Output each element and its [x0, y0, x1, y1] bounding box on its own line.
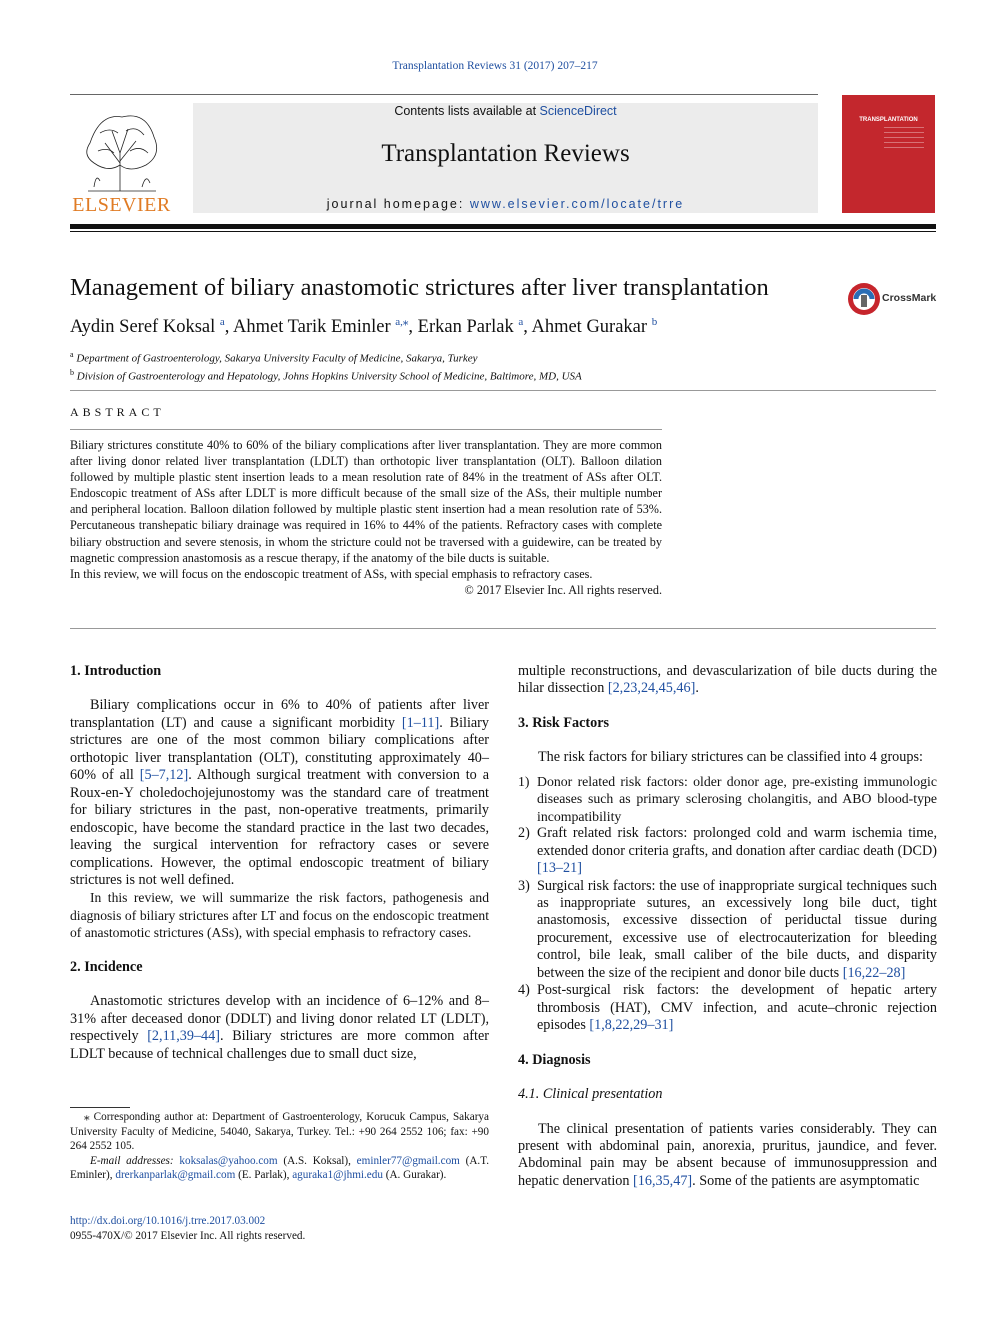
- author-name[interactable]: Ahmet Tarik Eminler: [233, 317, 391, 338]
- text-run: . Biliary strictures are one of the most common biliary complications after orthotopic liver transplantation (OLT), constituting approximately 40–60% of all: [70, 714, 490, 784]
- list-number: 3): [518, 877, 530, 894]
- doi-block: [70, 1214, 305, 1243]
- affiliation-text: Department of Gastroenterology, Sakarya University Faculty of Medicine, Sakarya, Turkey: [76, 352, 478, 365]
- email-owner: (E. Parlak),: [235, 1169, 293, 1181]
- citation-link[interactable]: [16,35,47]: [633, 1172, 693, 1189]
- body-paragraph: [70, 697, 489, 889]
- author-affil-marker[interactable]: b: [651, 316, 658, 328]
- list-text: Surgical risk factors: the use of inappropriate surgical techniques such as inappropriate sutures, an excessively long bile duct, tight anastomosis, excessive dissection of periductal tissue during procurement, excessive use of electrocauterization for bleeding control, bile leak, small caliber of the bile ducts, and disparity between the size of the recipient and donor bile ducts: [537, 877, 937, 981]
- author-name[interactable]: Erkan Parlak: [417, 317, 514, 338]
- body-paragraph: In this review, we will summarize the risk factors, pathogenesis and diagnosis of biliary strictures after LT and focus on the endoscopic treatment of anastomotic strictures (ASs), with special emphasis to refractory cases.: [70, 890, 489, 941]
- citation-link[interactable]: [2,23,24,45,46]: [607, 680, 696, 697]
- section-heading: 2. Incidence: [70, 958, 143, 975]
- affiliation: [70, 348, 582, 366]
- author-list: Aydin Seref Koksal $^a$, Ahmet Tarik Eminler $^{a,⁎}$, Erkan Parlak $^a$, Ahmet Gurakar $^b$: [70, 316, 658, 338]
- contents-prefix: Contents lists available at: [394, 104, 540, 118]
- corresponding-author-note: ⁎ Corresponding author at: Department of Gastroenterology, Korucuk Campus, Sakarya University Faculty of Medicine, 54040, Sakarya, Turkey. Tel.: +90 264 2552 106; fax: +90 264 2552 105.: [70, 1111, 489, 1152]
- email-link[interactable]: aguraka1@jhmi.edu: [292, 1169, 383, 1181]
- homepage-prefix: journal homepage:: [326, 197, 470, 211]
- abstract-paragraph: In this review, we will focus on the endoscopic treatment of ASs, with special emphasis to refractory cases.: [70, 566, 593, 581]
- header-thin-rule: [70, 231, 936, 232]
- elsevier-wordmark: ELSEVIER: [72, 194, 171, 216]
- footnote: [70, 1110, 489, 1183]
- email-owner: (A. Gurakar).: [382, 1169, 447, 1181]
- email-link[interactable]: eminler77@gmail.com: [356, 1154, 460, 1167]
- abstract-body: [70, 437, 662, 598]
- list-text: Graft related risk factors: prolonged cold and warm ischemia time, extended donor criteria grafts, and donation after cardiac death (DCD): [537, 825, 937, 859]
- author-name[interactable]: Aydin Seref Koksal: [70, 317, 216, 338]
- citation-link[interactable]: [2,11,39–44]: [147, 1028, 220, 1045]
- email-label: E-mail addresses:: [90, 1154, 180, 1167]
- text-run: . Biliary strictures are more common after LDLT because of technical challenges due to small duct size,: [70, 1028, 489, 1062]
- affiliation-text: Division of Gastroenterology and Hepatology, Johns Hopkins University School of Medicine, Baltimore, MD, USA: [76, 370, 582, 383]
- author-affil-marker[interactable]: a,⁎: [395, 316, 409, 328]
- affiliations: [70, 348, 582, 383]
- list-item: [518, 878, 937, 983]
- body-paragraph: multiple reconstructions, and devascularization of bile ducts during the hilar dissection [2,23,24,45,46].: [518, 663, 937, 697]
- email-link[interactable]: koksalas@yahoo.com: [179, 1154, 278, 1167]
- doi-link[interactable]: http://dx.doi.org/10.1016/j.trre.2017.03.002: [70, 1215, 266, 1227]
- contents-available: [193, 104, 818, 118]
- author-name[interactable]: Ahmet Gurakar: [531, 317, 648, 338]
- cover-decoration: [884, 127, 924, 152]
- list-item: [518, 773, 937, 825]
- journal-homepage: [193, 197, 818, 211]
- footnote-rule: [70, 1107, 130, 1108]
- journal-cover-thumbnail[interactable]: [842, 95, 935, 213]
- text-run: Biliary complications occur in 6% to 40% of patients after liver transplantation (LT) and cause a significant morbidity: [70, 697, 489, 731]
- citation-link[interactable]: [16,22–28]: [842, 964, 906, 981]
- text-run: multiple reconstructions, and devascularization of bile ducts during the hilar dissection: [518, 663, 937, 697]
- citation-link[interactable]: [1,8,22,29–31]: [589, 1017, 674, 1034]
- abstract-paragraph: Biliary strictures constitute 40% to 60% of the biliary complications after liver transplantation. They are more common after living donor related liver transplantation (LDLT) than orthotopic liver transplantation (OLT). Balloon dilation followed by multiple plastic stent insertion leads to a mean resolution rate of 84% in the treatment of ASs after OLT. Endoscopic treatment of ASs after LDLT is more difficult because of the small size of the ASs, their multiple number and peripheral location. Balloon dilation followed by multiple plastic stent insertion had a mean resolution rate of 53%. Percutaneous transhepatic biliary drainage was required in 16% to 44% of the patients. Refractory cases with complete biliary obstruction and severe stenosis, in whom the stricture could not be traversed with a guidewire, can be treated by magnetic compression anastomosis as a rescue therapy, if the anatomy of the bile ducts is suitable.: [70, 438, 662, 565]
- text-run: . Some of the patients are asymptomatic: [692, 1172, 920, 1189]
- affiliation-marker: b: [70, 367, 74, 377]
- list-item: [518, 982, 937, 1034]
- text-run: Anastomotic strictures develop with an incidence of 6–12% and 8–31% after deceased donor (DDLT) and living donor related LT (LDLT), respectively: [70, 993, 489, 1045]
- text-run: . Although surgical treatment with conversion to a Roux-en-Y choledochojejunostomy was the standard care of treatment for biliary strictures in the past, non-operative treatments, primarily endoscopic, have become the standard practice in the last two decades, leaving the surgical intervention for refractory cases or severe complications. However, the optimal endoscopic treatment of biliary strictures is not well defined.: [70, 767, 489, 888]
- email-owner: (A.S. Koksal),: [277, 1154, 357, 1167]
- section-heading: 1. Introduction: [70, 663, 162, 679]
- affiliation-marker: a: [70, 350, 74, 359]
- author-affil-marker[interactable]: a: [219, 316, 225, 328]
- homepage-link[interactable]: www.elsevier.com/locate/trre: [469, 197, 685, 211]
- abstract-heading: ABSTRACT: [70, 405, 165, 419]
- risk-factor-list: [518, 773, 937, 1035]
- abstract-divider: [70, 429, 662, 430]
- list-text: Post-surgical risk factors: the development of hepatic artery thrombosis (HAT), CMV infection, and acute–chronic rejection episodes: [537, 982, 937, 1034]
- citation-link[interactable]: [5–7,12]: [139, 767, 189, 784]
- section-heading: 3. Risk Factors: [518, 714, 610, 731]
- body-left-column: [70, 663, 489, 1063]
- cover-title: TRANSPLANTATION: [859, 117, 918, 123]
- email-addresses: [70, 1154, 489, 1183]
- body-right-column: [518, 663, 937, 1190]
- header-thick-rule: [70, 224, 936, 229]
- divider: [70, 628, 936, 629]
- journal-title: Transplantation Reviews: [381, 140, 630, 167]
- subsection-heading: 4.1. Clinical presentation: [518, 1086, 663, 1103]
- email-owner: (A.T. Eminler),: [70, 1154, 490, 1181]
- crossmark-label[interactable]: CrossMark: [882, 292, 937, 304]
- sciencedirect-link[interactable]: ScienceDirect: [539, 104, 617, 118]
- list-number: 1): [518, 773, 530, 789]
- citation-link[interactable]: [1–11]: [401, 714, 440, 731]
- list-item: [518, 825, 937, 877]
- text-run: The clinical presentation of patients varies considerably. They can present with abdominal pain, anorexia, pruritus, jaundice, and fever. Abdominal pain may be absent because of immunosuppression and hepatic denervation: [518, 1120, 937, 1189]
- body-paragraph: [518, 1121, 937, 1191]
- list-text: Donor related risk factors: older donor age, pre-existing immunologic diseases such as primary sclerosing cholangitis, and ABO blood-type incompatibility: [537, 773, 937, 824]
- citation-link[interactable]: [13–21]: [537, 860, 582, 877]
- journal-reference[interactable]: Transplantation Reviews 31 (2017) 207–217: [392, 60, 598, 72]
- article-title: Management of biliary anastomotic strictures after liver transplantation: [70, 274, 769, 301]
- body-paragraph: The risk factors for biliary strictures can be classified into 4 groups:: [538, 749, 923, 766]
- email-link[interactable]: drerkanparlak@gmail.com: [115, 1169, 236, 1181]
- list-number: 2): [518, 825, 530, 842]
- list-number: 4): [518, 982, 530, 999]
- affiliation: [70, 366, 582, 384]
- abstract-copyright: © 2017 Elsevier Inc. All rights reserved.: [464, 582, 662, 597]
- issn-copyright: 0955-470X/© 2017 Elsevier Inc. All rights reserved.: [70, 1229, 306, 1242]
- divider: [70, 390, 936, 391]
- section-heading: 4. Diagnosis: [518, 1051, 591, 1068]
- author-affil-marker[interactable]: a: [518, 316, 524, 328]
- header-divider: [70, 94, 818, 95]
- body-paragraph: [70, 993, 489, 1063]
